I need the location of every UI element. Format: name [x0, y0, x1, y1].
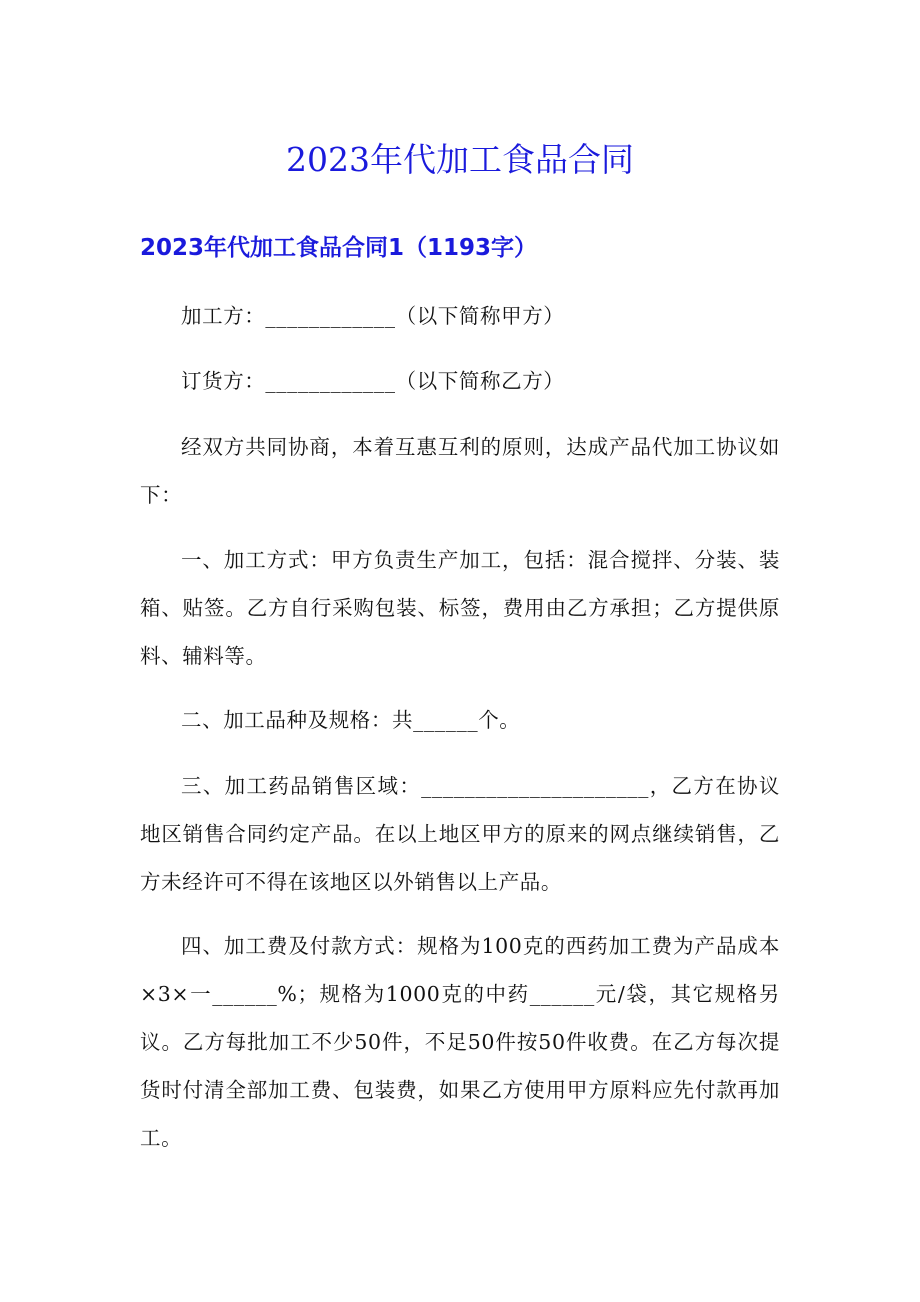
- processor-party-line: 加工方：____________（以下简称甲方）: [181, 304, 565, 328]
- clause-sales-region: 三、加工药品销售区域：_____________________，乙方在协议地区销售合同约定产品。在以上地区甲方的原来的网点继续销售，乙方未经许可不得在该地区以外销售以上产品。: [140, 774, 780, 894]
- clause-processing-method: 一、加工方式：甲方负责生产加工，包括：混合搅拌、分装、装箱、贴签。乙方自行采购包装、标签，费用由乙方承担；乙方提供原料、辅料等。: [140, 548, 780, 668]
- intro-paragraph: 经双方共同协商，本着互惠互利的原则，达成产品代加工协议如下：: [140, 435, 780, 507]
- clause-fees-payment: 四、加工费及付款方式：规格为100克的西药加工费为产品成本×3×一______%；规格为1000克的中药______元/袋，其它规格另议。乙方每批加工不少50件，不足50件按50件收费。在乙方每次提货时付清全部加工费、包装费，如果乙方使用甲方原料应先付款再加工。: [140, 934, 780, 1150]
- clause-product-variety: 二、加工品种及规格：共______个。: [181, 708, 521, 732]
- orderer-party-line: 订货方：____________（以下简称乙方）: [181, 369, 565, 393]
- section-heading: 2023年代加工食品合同1（1193字）: [140, 235, 538, 261]
- document-title: 2023年代加工食品合同: [286, 140, 634, 179]
